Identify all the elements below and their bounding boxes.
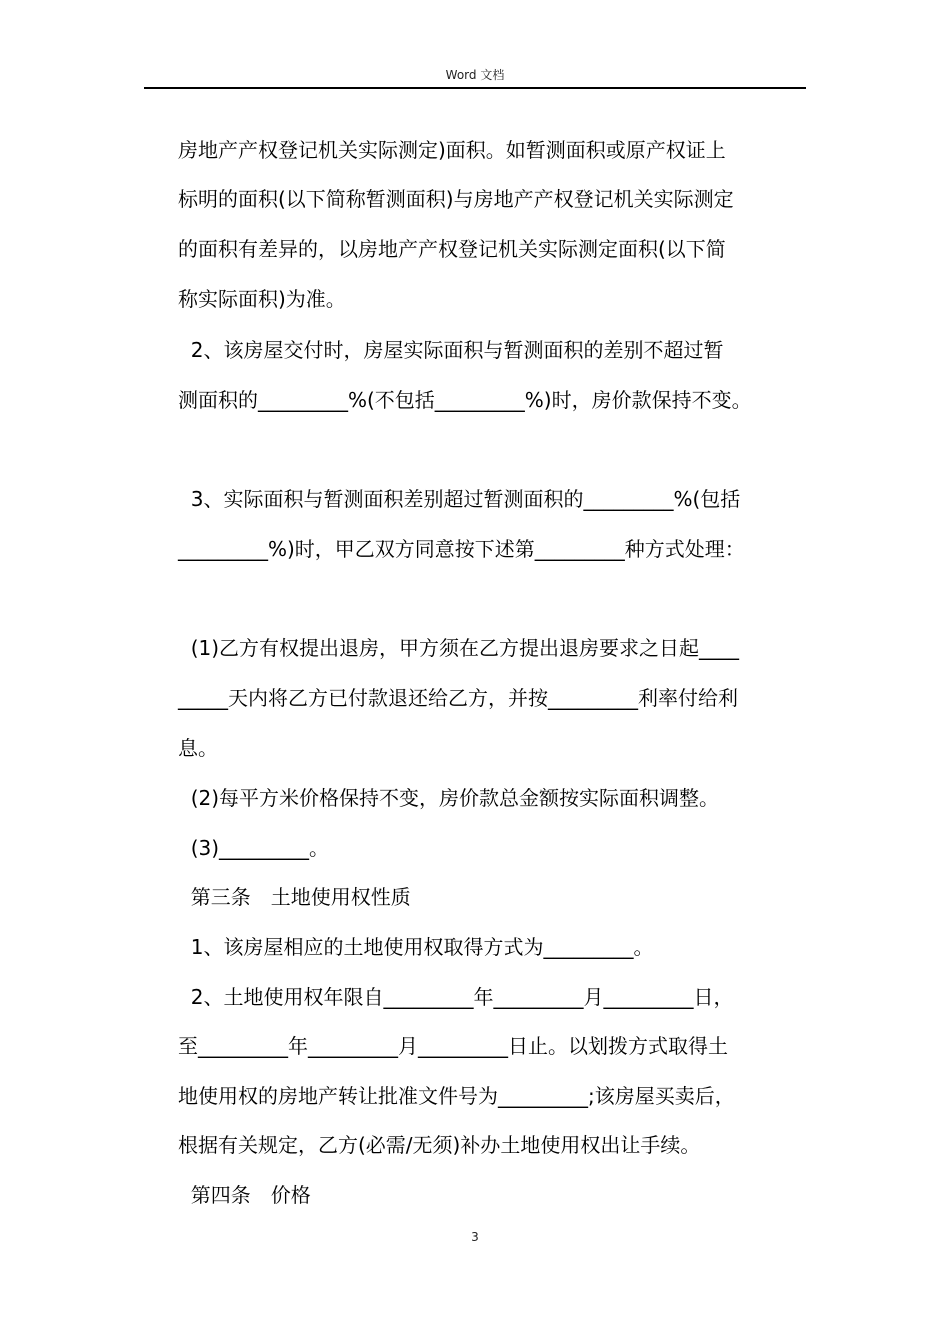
section-heading: 第四条 价格 [178,1183,311,1207]
header-divider [144,87,806,89]
paragraph-line: 标明的面积(以下简称暂测面积)与房地产产权登记机关实际测定 [178,187,734,211]
paragraph-line: 测面积的_________%(不包括_________%)时，房价款保持不变。 [178,388,752,412]
paragraph-line: 称实际面积)为准。 [178,287,346,311]
paragraph-line: 地使用权的房地产转让批准文件号为_________;该房屋买卖后， [178,1084,735,1108]
paragraph-line: 3、实际面积与暂测面积差别超过暂测面积的_________%(包括 [178,487,741,511]
paragraph-line: 根据有关规定，乙方(必需/无须)补办土地使用权出让手续。 [178,1133,701,1157]
paragraph-line: 1、该房屋相应的土地使用权取得方式为_________。 [178,935,654,959]
paragraph-line: 2、土地使用权年限自_________年_________月_________日， [178,985,734,1009]
paragraph-line: (1)乙方有权提出退房，甲方须在乙方提出退房要求之日起____ [178,636,740,660]
paragraph-line: (3)_________。 [178,836,330,860]
page-header: Word 文档 [445,68,505,82]
page-number: 3 [471,1230,479,1244]
paragraph-line: (2)每平方米价格保持不变，房价款总金额按实际面积调整。 [178,786,720,810]
paragraph-line: 的面积有差异的，以房地产产权登记机关实际测定面积(以下简 [178,237,726,261]
paragraph-line: 至_________年_________月_________日止。以划拨方式取得土 [178,1034,728,1058]
section-heading: 第三条 土地使用权性质 [178,885,411,909]
paragraph-line: _________%)时，甲乙双方同意按下述第_________种方式处理： [178,537,745,561]
paragraph-line: 息。 [178,736,218,760]
paragraph-line: 房地产产权登记机关实际测定)面积。如暂测面积或原产权证上 [178,138,726,162]
paragraph-line: _____天内将乙方已付款退还给乙方，并按_________利率付给利 [178,686,738,710]
paragraph-line: 2、该房屋交付时，房屋实际面积与暂测面积的差别不超过暂 [178,338,724,362]
